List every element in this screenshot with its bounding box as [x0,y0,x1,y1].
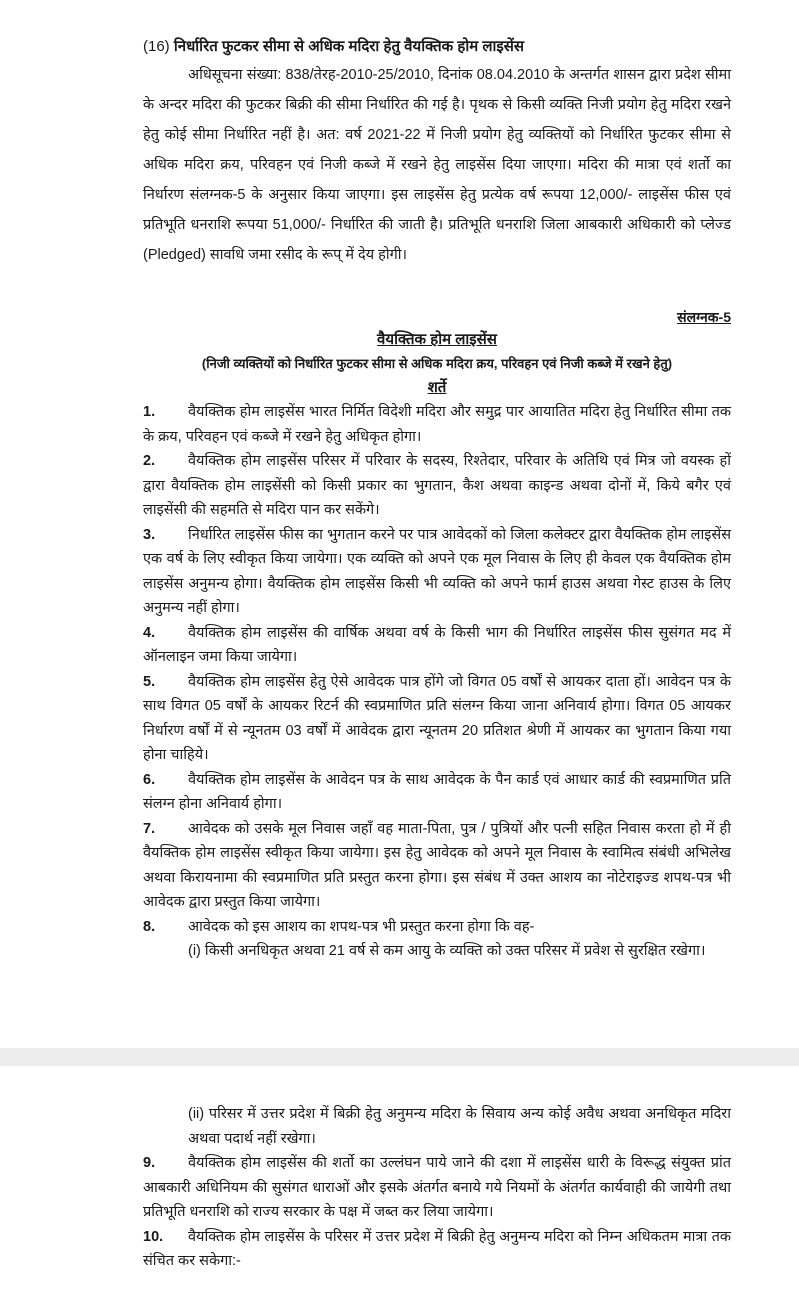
condition-text: आवेदक को उसके मूल निवास जहाँ वह माता-पिता, पुत्र / पुत्रियों और पत्नी सहित निवास करता हो में ही वैयक्तिक होम लाइसेंस स्वीकृत किया जायेगा। इस हेतु आवेदक को अपने मूल निवास के स्वामित्व संबंधी अभिलेख अथवा किरायनामा की स्वप्रमाणित प्रति प्रस्तुत करना होगा। इस संबंध में उक्त आशय का नोटेराइज्ड शपथ-पत्र भी आवेदक द्वारा प्रस्तुत किया जायेगा। [143,820,731,910]
section-title: निर्धारित फुटकर सीमा से अधिक मदिरा हेतु वैयक्तिक होम लाइसेंस [173,38,525,55]
condition-4 [143,621,731,670]
condition-number: 10. [143,1228,164,1245]
annex-subtitle: (निजी व्यक्तियों को निर्धारित फुटकर सीमा से अधिक मदिरा क्रय, परिवहन एवं निजी कब्जे में रखने हेतु) [201,356,673,371]
section-16-heading [143,36,731,58]
conditions-heading: शर्ते [427,379,447,396]
annex-label: संलग्नक-5 [677,309,731,325]
page-2 [0,1066,799,1304]
condition-8-sub-i: (i) किसी अनधिकृत अथवा 21 वर्ष से कम आयु के व्यक्ति को उक्त परिसर में प्रवेश से सुरक्षित रखेगा। [188,943,706,959]
condition-text: वैयक्तिक होम लाइसेंस की शर्तो का उल्लंघन पाये जाने की दशा में लाइसेंस धारी के विरूद्ध संयुक्त प्रांत आबकारी अधिनियम की सुसंगत धाराओं और इसके अंतर्गत बनाये गये नियमों के अंतर्गत कार्यवाही की जायेगी तथा प्रतिभूति धनराशि को राज्य सरकार के पक्ष में जब्त कर लिया जायेगा। [143,1155,731,1220]
condition-8-sub-ii: (ii) परिसर में उत्तर प्रदेश में बिक्री हेतु अनुमन्य मदिरा के सिवाय अन्य कोई अवैध अथवा अनधिकृत मदिरा अथवा पदार्थ नहीं रखेगा। [188,1106,731,1147]
condition-number: 4. [143,624,156,641]
condition-number: 2. [143,453,156,469]
condition-text: वैयक्तिक होम लाइसेंस भारत निर्मित विदेशी मदिरा और समुद्र पार आयातित मदिरा हेतु निर्धारित सीमा तक के क्रय, परिवहन एवं कब्जे में रखने हेतु अधिकृत होगा। [143,404,731,445]
condition-text: निर्धारित लाइसेंस फीस का भुगतान करने पर पात्र आवेदकों को जिला कलेक्टर द्वारा वैयक्तिक होम लाइसेंस एक वर्ष के लिए स्वीकृत किया जायेगा। एक व्यक्ति को अपने एक मूल निवास के लिए ही केवल एक वैयक्तिक होम लाइसेंस अनुमन्य होगा। वैयक्तिक होम लाइसेंस किसी भी व्यक्ति को अपने फार्म हाउस अथवा गेस्ट हाउस के लिए अनुमन्य नहीं होगा। [143,526,731,616]
condition-10 [143,1225,731,1274]
condition-7 [143,817,731,915]
condition-text: वैयक्तिक होम लाइसेंस के आवेदन पत्र के साथ आवेदक के पैन कार्ड एवं आधार कार्ड की स्वप्रमाणित प्रति संलग्न होना अनिवार्य होगा। [143,771,731,812]
condition-1 [143,400,731,449]
condition-number: 5. [143,673,156,690]
section-number: (16) [143,38,170,55]
condition-number: 3. [143,526,156,543]
condition-text: वैयक्तिक होम लाइसेंस परिसर में परिवार के सदस्य, रिश्तेदार, परिवार के अतिथि एवं मित्र जो वयस्क हों द्वारा वैयक्तिक होम लाइसेंसी को किसी प्रकार का भुगतान, कैश अथवा काइन्ड अथवा दोनों में, किये बगैर एवं लाइसेंसी की सहमति से मदिरा पान कर सकेंगे। [143,453,731,518]
condition-text: आवेदक को इस आशय का शपथ-पत्र भी प्रस्तुत करना होगा कि वह- [188,918,535,935]
condition-text: वैयक्तिक होम लाइसेंस की वार्षिक अथवा वर्ष के किसी भाग की निर्धारित लाइसेंस फीस सुसंगत मद में ऑनलाइन जमा किया जायेगा। [143,624,731,665]
condition-2 [143,449,731,523]
condition-9 [143,1151,731,1225]
annex-title: वैयक्तिक होम लाइसेंस [377,331,497,348]
condition-3 [143,523,731,621]
page-separator [0,1048,799,1066]
section-16-paragraph [143,60,731,270]
condition-5 [143,670,731,768]
condition-number: 6. [143,771,156,788]
condition-number: 7. [143,820,156,837]
condition-6 [143,768,731,817]
condition-text: वैयक्तिक होम लाइसेंस के परिसर में उत्तर प्रदेश में बिक्री हेतु अनुमन्य मदिरा को निम्न अधिकतम मात्रा तक संचित कर सकेगा:- [143,1228,731,1269]
condition-number: 9. [143,1155,156,1171]
paragraph-text: अधिसूचना संख्या: 838/तेरह-2010-25/2010, दिनांक 08.04.2010 के अन्तर्गत शासन द्वारा प्रदेश सीमा के अन्दर मदिरा की फुटकर बिक्री की सीमा निर्धारित की गई है। पृथक से किसी व्यक्ति निजी प्रयोग हेतु मदिरा रखने हेतु कोई सीमा निर्धारित नहीं है। अत: वर्ष 2021-22 में निजी प्रयोग हेतु व्यक्तियों को निर्धारित फुटकर सीमा से अधिक मदिरा क्रय, परिवहन एवं निजी कब्जे में रखने हेतु लाइसेंस दिया जाएगा। मदिरा की मात्रा एवं शर्तो का निर्धारण संलग्नक-5 के अनुसार किया जाएगा। इस लाइसेंस हेतु प्रत्येक वर्ष रूपया 12,000/- लाइसेंस फीस एवं प्रतिभूति धनराशि रूपया 51,000/- निर्धारित की जाती है। प्रतिभूति धनराशि जिला आबकारी अधिकारी को प्लेज्ड (Pledged) सावधि जमा रसीद के रूप् में देय होगी। [143,67,731,263]
condition-number: 8. [143,918,156,935]
condition-8 [143,915,731,940]
condition-number: 1. [143,404,156,420]
condition-text: वैयक्तिक होम लाइसेंस हेतु ऐसे आवेदक पात्र होंगे जो विगत 05 वर्षों से आयकर दाता हों। आवेदन पत्र के साथ विगत 05 वर्षों के आयकर रिटर्न की स्वप्रमाणित प्रति संलग्न किया जाना अनिवार्य होगा। विगत 05 आयकर निर्धारण वर्षों में से न्यूनतम 03 वर्षों में आवेदक द्वारा न्यूनतम 20 प्रतिशत श्रेणी में आयकर का भुगतान किया गया होना चाहिये। [143,673,731,763]
